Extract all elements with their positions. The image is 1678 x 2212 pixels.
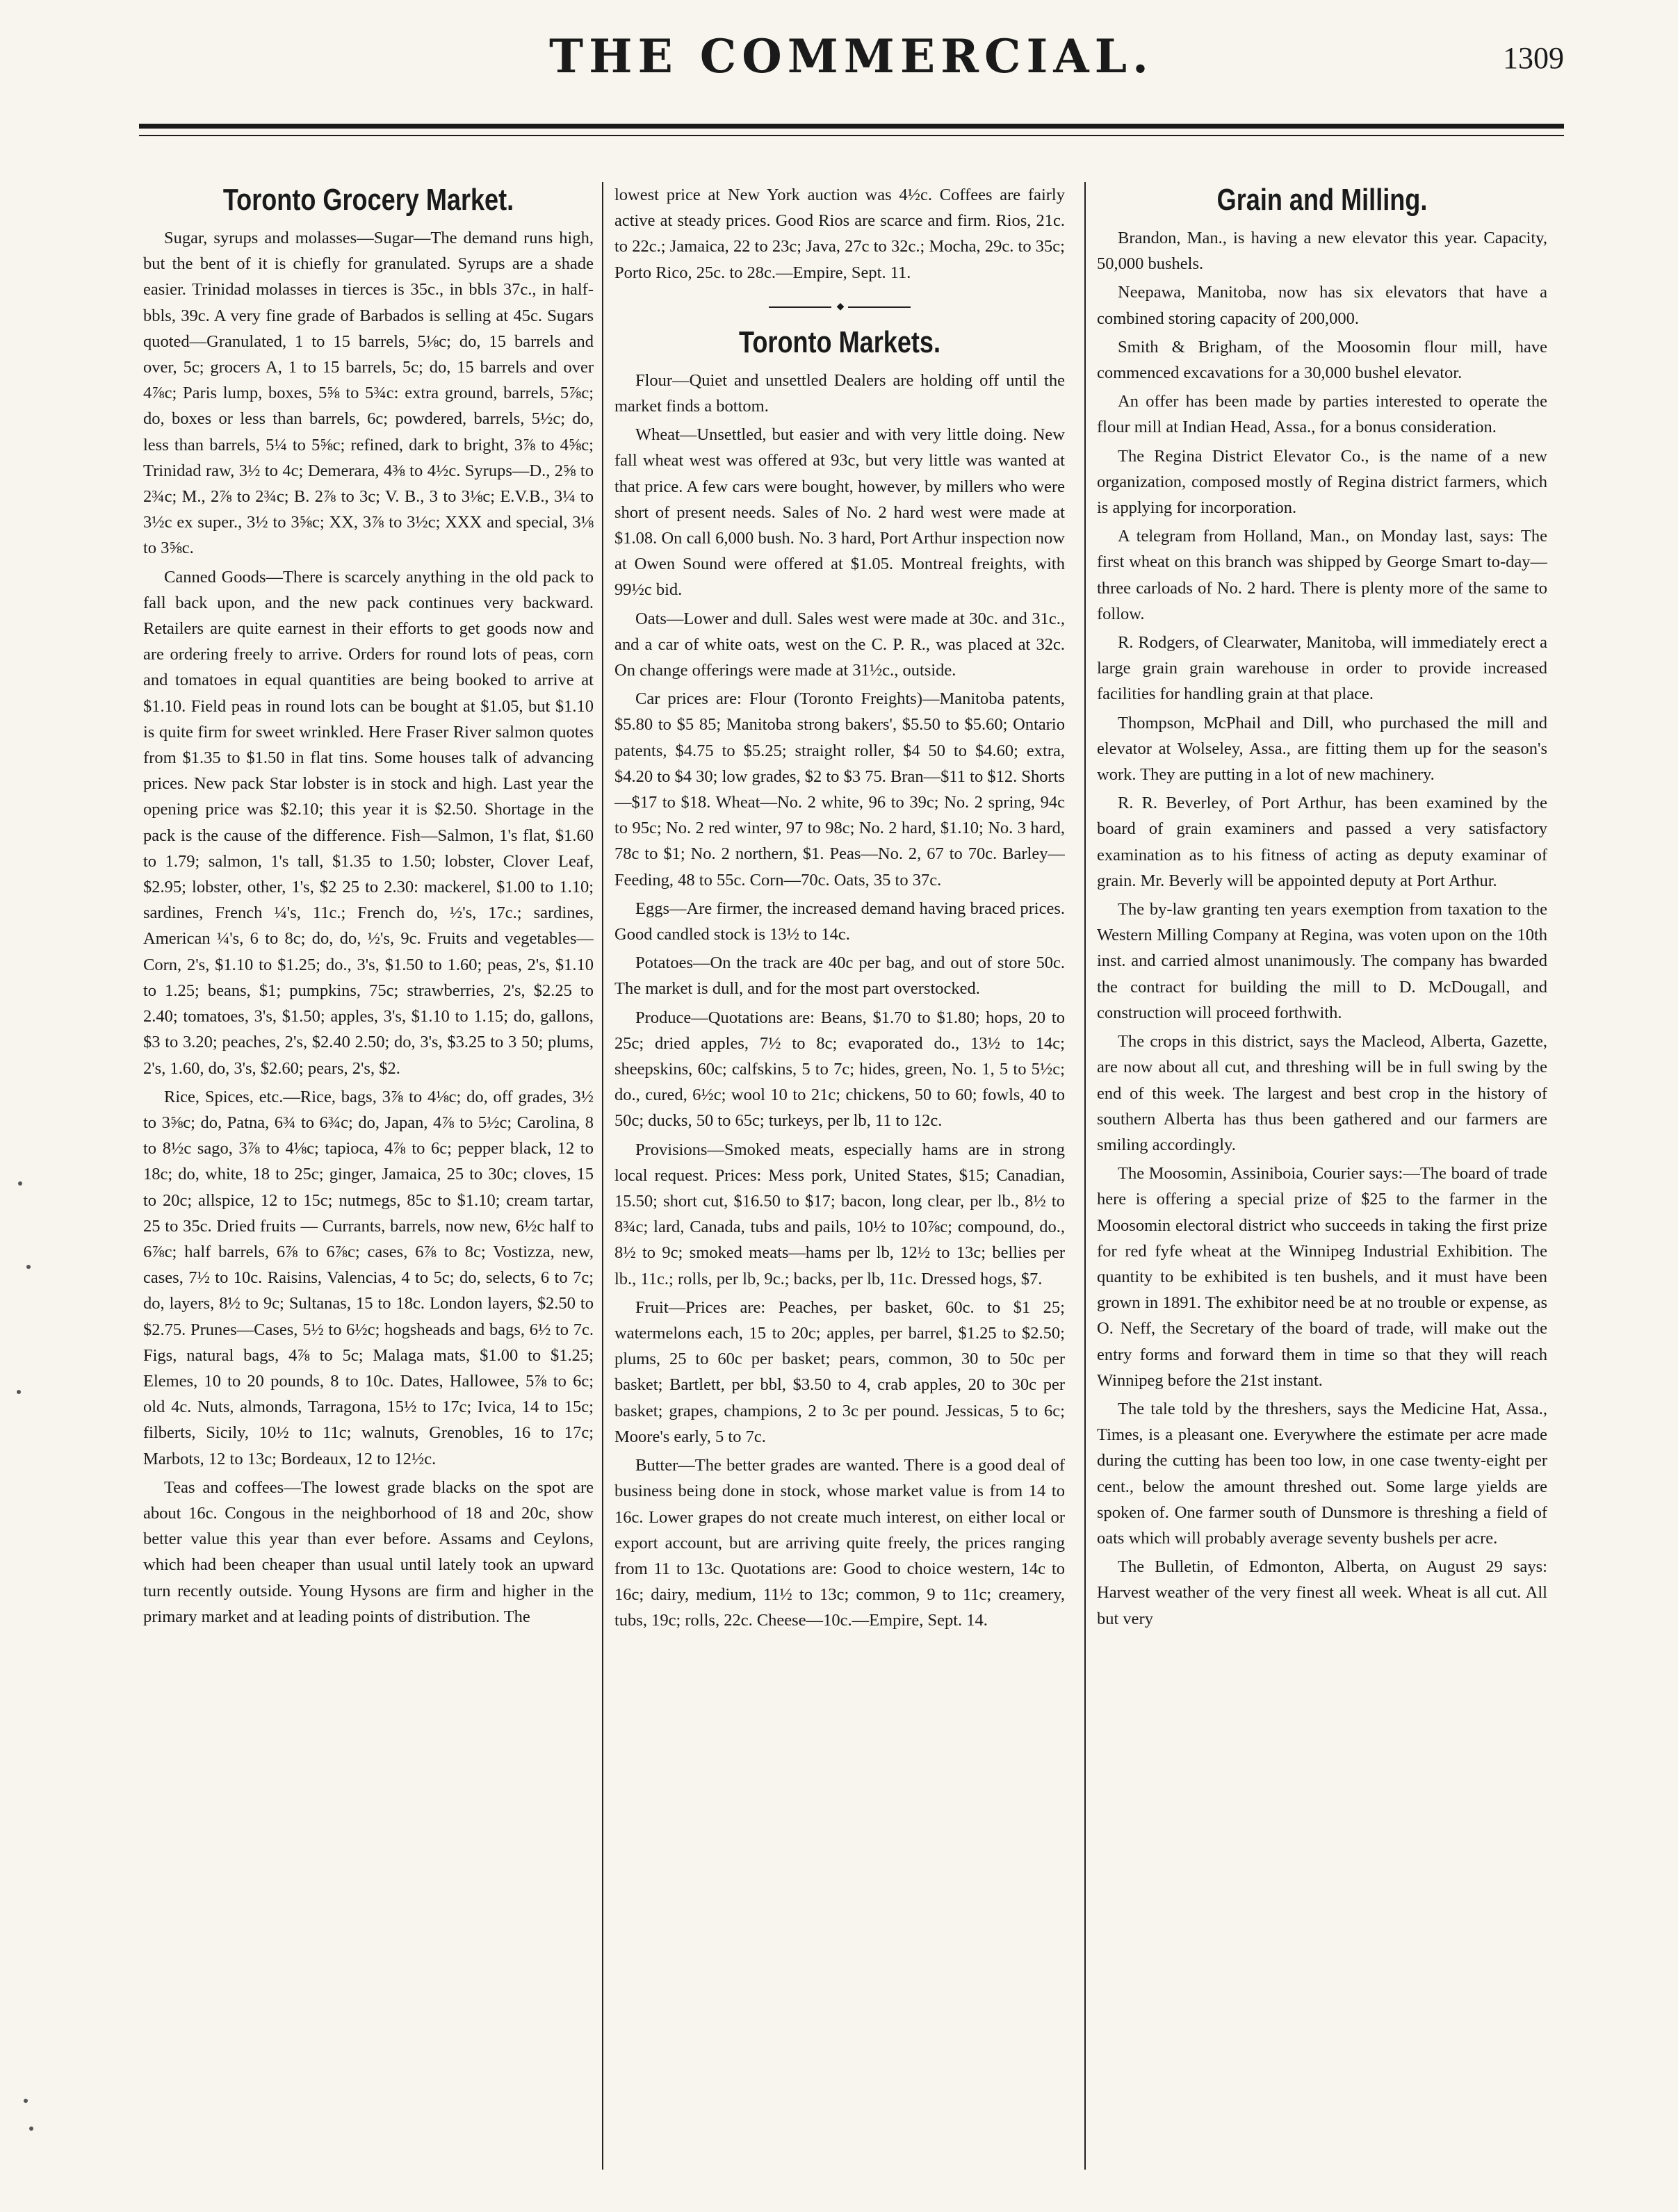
article-paragraph: Provisions—Smoked meats, especially hams are in strong local request. Prices: Mess pork, United States, $15; Canadian, 15.50; short cut, $16.50 to $17; bacon, long clear, per lb., 8½ to 8¾c; lard, Canada, tubs and pails, 10½ to 10⅞c; compound, do., 8½ to 9c; smoked meats—hams per lb, 12½ to 13c; bellies per lb., 11c.; rolls, per lb, 9c.; backs, per lb, 11c. Dressed hogs, $7.	[614, 1140, 1065, 1288]
article-paragraph: The crops in this district, says the Macleod, Alberta, Gazette, are now about all cut, and threshing will be in full swing by the end of this week. The largest and best crop in the history of southern Alberta has thus been gathered and our farmers are smiling accordingly.	[1097, 1032, 1547, 1154]
column-left	[143, 182, 594, 2128]
article-paragraph: The Moosomin, Assiniboia, Courier says:—The board of trade here is offering a special prize of $25 to the farmer in the Moosomin electoral district who succeeds in taking the first prize for red fyfe wheat at the Winnipeg Industrial Exhibition. The quantity to be exhibited is ten bushels, and it must have been grown in 1891. The exhibitor need be at no trouble or expense, as O. Neff, the Secretary of the board of trade, will make out the entry forms and forward them in time so that they will reach Winnipeg before the 21st instant.	[1097, 1164, 1547, 1390]
article-paragraph: The by-law granting ten years exemption from taxation to the Western Milling Company at Regina, was voten upon on the 10th inst. and carried almost unanimously. The company has bwarded the contract for building the mill to D. McDougall, and construction will proceed forthwith.	[1097, 900, 1547, 1022]
page-number: 1309	[1503, 41, 1564, 75]
article-paragraph: Produce—Quotations are: Beans, $1.70 to $1.80; hops, 20 to 25c; dried apples, 7½ to 8c; evaporated do., 13½ to 14c; sheepskins, 60c; calfskins, 5 to 7c; hides, green, No. 1, 5 to 5½c; do., cured, 6½c; wool 10 to 21c; chickens, 50 to 60; fowls, 40 to 50c; ducks, 50 to 65c; turkeys, per lb, 11 to 12c.	[614, 1008, 1065, 1131]
article-paragraph: Smith & Brigham, of the Moosomin flour mill, have commenced excavations for a 30,000 bushel elevator.	[1097, 337, 1547, 383]
article-paragraph: Potatoes—On the track are 40c per bag, and out of store 50c. The market is dull, and for the most part overstocked.	[614, 953, 1065, 999]
column-rule-left	[602, 182, 603, 2170]
article-paragraph: Thompson, McPhail and Dill, who purchased the mill and elevator at Wolseley, Assa., are fitting them up for the season's work. They are putting in a lot of new machinery.	[1097, 713, 1547, 785]
article-paragraph: Rice, Spices, etc.—Rice, bags, 3⅞ to 4⅛c; do, off grades, 3½ to 3⅝c; do, Patna, 6¾ to 6¾c; do, Japan, 4⅞ to 5½c; Carolina, 8 to 8½c sago, 3⅞ to 4⅛c; tapioca, 4⅞ to 6c; pepper black, 12 to 18c; do, white, 18 to 25c; ginger, Jamaica, 25 to 30c; cloves, 15 to 20c; allspice, 12 to 15c; nutmegs, 85c to $1.10; cream tartar, 25 to 35c. Dried fruits — Currants, barrels, now new, 6½c half to 6⅞c; half barrels, 6⅞ to 6⅞c; cases, 6⅞ to 8c; Vostizza, new, cases, 7½ to 10c. Raisins, Valencias, 4 to 5c; do, selects, 6 to 7c; do, layers, 8½ to 9c; Sultanas, 15 to 18c. London layers, $2.50 to $2.75. Prunes—Cases, 5½ to 6½c; hogsheads and bags, 6½ to 7c. Figs, natural bags, 4⅞ to 5c; Malaga mats, $1.00 to $1.25; Elemes, 10 to 20 pounds, 8 to 10c. Dates, Hallowee, 5⅞ to 6c; old 4c. Nuts, almonds, Tarragona, 15½ to 17c; Ivica, 14 to 15c; filberts, Sicily, 10½ to 11c; walnuts, Grenobles, 16 to 17c; Marbots, 12 to 13c; Bordeaux, 12 to 12½c.	[143, 1087, 594, 1468]
margin-specks	[14, 1181, 42, 2154]
article-paragraph: Flour—Quiet and unsettled Dealers are holding off until the market finds a bottom.	[614, 370, 1065, 416]
article-paragraph: Neepawa, Manitoba, now has six elevators that have a combined storing capacity of 200,000.	[1097, 283, 1547, 328]
article-paragraph: Fruit—Prices are: Peaches, per basket, 60c. to $1 25; watermelons each, 15 to 20c; apples, per barrel, $1.25 to $2.50; plums, 25 to 60c per basket; pears, common, 30 to 50c per basket; Bartlett, per bbl, $3.50 to 4, crab apples, 20 to 30c per basket; grapes, champions, 2 to 3c per pound. Jessicas, 5 to 6c; Moore's early, 5 to 7c.	[614, 1297, 1065, 1446]
column-right	[1097, 182, 1547, 2128]
article-paragraph: Eggs—Are firmer, the increased demand having braced prices. Good candled stock is 13½ to 14c.	[614, 899, 1065, 944]
masthead	[139, 13, 1564, 158]
article-heading-grocery: Toronto Grocery Market.	[222, 183, 514, 217]
article-paragraph: The Bulletin, of Edmonton, Alberta, on August 29 says: Harvest weather of the very finest all week. Wheat is all cut. All but very	[1097, 1557, 1547, 1628]
article-paragraph: Butter—The better grades are wanted. There is a good deal of business being done in stock, whose market value is from 14 to 16c. Lower grapes do not create much interest, on either local or export account, but are arriving quite freely, the prices ranging from 11 to 13c. Quotations are: Good to choice western, 14c to 16c; dairy, medium, 11½ to 13c; common, 9 to 11c; creamery, tubs, 19c; rolls, 22c. Cheese—10c.—Empire, Sept. 14.	[614, 1456, 1065, 1630]
article-paragraph: An offer has been made by parties interested to operate the flour mill at Indian Head, Assa., for a bonus consideration.	[1097, 392, 1547, 437]
article-paragraph: R. Rodgers, of Clearwater, Manitoba, will immediately erect a large grain grain warehouse in order to provide increased facilities for handling grain at that place.	[1097, 633, 1547, 704]
article-paragraph: Canned Goods—There is scarcely anything in the old pack to fall back upon, and the new pack continues very backward. Retailers are quite earnest in their efforts to get goods now and are ordering freely to arrive. Orders for round lots of peas, corn and tomatoes in equal quantities are being booked to arrive at $1.10. Field peas in round lots can be bought at $1.05, but $1.10 is quite firm for sweet wrinkled. Here Fraser River salmon quotes from $1.35 to $1.50 in flat tins. Some houses talk of advancing prices. New pack Star lobster is in stock and high. Last year the opening price was $2.10; this year it is $2.50. Shortage in the pack is the cause of the difference. Fish—Salmon, 1's flat, $1.60 to 1.79; salmon, 1's tall, $1.35 to 1.50; lobster, Clover Leaf, $2.95; lobster, other, 1's, $2 25 to 2.30: mackerel, $1.00 to 1.10; sardines, French ¼'s, 11c.; French do, ½'s, 17c.; sardines, American ¼'s, 6 to 8c; do, do, ½'s, 9c. Fruits and vegetables—Corn, 2's, $1.10 to $1.25; do., 3's, $1.50 to 1.60; peas, 2's, $1.10 to 1.25; beans, $1; pumpkins, 75c; strawberries, 2's, $2.25 to 2.40; tomatoes, 3's, $1.50; apples, 3's, $1.10 to 1.15; do, gallons, $3 to 3.20; peaches, 2's, $2.40 2.50; do, 3's, $3.25 to 3 50; plums, 2's, 1.60, do, 3's, $2.60; pears, 2's, $2.	[143, 567, 594, 1078]
article-paragraph: Wheat—Unsettled, but easier and with very little doing. New fall wheat west was offered at 93c, but very little was wanted at that price. A few cars were bought, however, by millers who were short of present needs. Sales of No. 2 hard west were made at $1.08. On call 6,000 bush. No. 3 hard, Port Arthur inspection now at Owen Sound were offered at $1.05. Montreal freights, with 99½c bid.	[614, 425, 1065, 600]
article-heading-grain: Grain and Milling.	[1216, 183, 1428, 217]
article-paragraph: Car prices are: Flour (Toronto Freights)—Manitoba patents, $5.80 to $5 85; Manitoba strong bakers', $5.50 to $5.60; Ontario patents, $4.75 to $5.25; straight roller, $4 50 to $4.60; extra, $4.20 to $4 30; low grades, $2 to $3 75. Bran—$11 to $12. Shorts—$17 to $18. Wheat—No. 2 white, 96 to 39c; No. 2 spring, 94c to 95c; No. 2 red winter, 97 to 98c; No. 2 hard, $1.10; No. 3 hard, 78c to $1; No. 2 northern, $1. Peas—No. 2, 67 to 70c. Barley—Feeding, 48 to 55c. Corn—70c. Oats, 35 to 37c.	[614, 689, 1065, 890]
article-heading-markets: Toronto Markets.	[739, 325, 940, 359]
article-paragraph: Oats—Lower and dull. Sales west were made at 30c. and 31c., and a car of white oats, west on the C. P. R., was placed at 32c. On change offerings were made at 31½c., outside.	[614, 609, 1065, 680]
section-divider: ◆	[614, 298, 1065, 315]
newspaper-title: THE COMMERCIAL.	[548, 29, 1155, 83]
header-rule-thick	[139, 124, 1564, 129]
article-paragraph: Teas and coffees—The lowest grade blacks on the spot are about 16c. Congous in the neighborhood of 18 and 20c, show better value this year than ever before. Assams and Ceylons, which had been cheaper than usual until lately took an upward turn recently outside. Young Hysons are firm and higher in the primary market and at leading points of distribution. The	[143, 1477, 594, 1626]
article-paragraph: A telegram from Holland, Man., on Monday last, says: The first wheat on this branch was shipped by George Smart to-day—three carloads of No. 2 hard. There is plenty more of the same to follow.	[1097, 527, 1547, 623]
article-paragraph: Sugar, syrups and molasses—Sugar—The demand runs high, but the bent of it is chiefly for granulated. Syrups are a shade easier. Trinidad molasses in tierces is 35c., in bbls 37c., in half-bbls, 39c. A very fine grade of Barbados is selling at 45c. Sugars quoted—Granulated, 1 to 15 barrels, 5⅛c; do, 15 barrels and over, 5c; grocers A, 1 to 15 barrels, 5c; do, 15 barrels and over 4⅞c; Paris lump, boxes, 5⅝ to 5¾c: extra ground, barrels, 5⅞c; do, boxes or less than barrels, 6c; powdered, barrels, 5½c; do, less than barrels, 5¼ to 5⅝c; refined, dark to bright, 3⅞ to 4⅝c; Trinidad raw, 3½ to 4c; Demerara, 4⅜ to 4½c. Syrups—D., 2⅝ to 2¾c; M., 2⅞ to 2¾c; B. 2⅞ to 3c; V. B., 3 to 3⅛c; E.V.B., 3¼ to 3½c ex super., 3½ to 3⅝c; XX, 3⅞ to 3½c; XXX and special, 3⅛ to 3⅝c.	[143, 229, 594, 558]
column-middle	[614, 182, 1065, 2128]
continued-paragraph: lowest price at New York auction was 4½c. Coffees are fairly active at steady prices. Good Rios are scarce and firm. Rios, 21c. to 22c.; Jamaica, 22 to 23c; Java, 27c to 32c.; Mocha, 29c. to 35c; Porto Rico, 25c. to 28c.—Empire, Sept. 11.	[614, 186, 1065, 282]
column-rule-right	[1084, 182, 1086, 2170]
article-paragraph: Brandon, Man., is having a new elevator this year. Capacity, 50,000 bushels.	[1097, 229, 1547, 274]
header-rule-thin	[139, 135, 1564, 136]
article-paragraph: The tale told by the threshers, says the Medicine Hat, Assa., Times, is a pleasant one. Everywhere the estimate per acre made during the cutting has been too low, in one case twenty-eight per cent., below the amount threshed out. Some large yields are spoken of. One farmer south of Dunsmore is threshing a field of oats which will probably average seventy bushels per acre.	[1097, 1399, 1547, 1548]
article-paragraph: R. R. Beverley, of Port Arthur, has been examined by the board of grain examiners and passed a very satisfactory examination as to his fitness of acting as deputy examinar of grain. Mr. Beverly will be appointed deputy at Port Arthur.	[1097, 794, 1547, 890]
article-paragraph: The Regina District Elevator Co., is the name of a new organization, composed mostly of Regina district farmers, which is applying for incorporation.	[1097, 446, 1547, 518]
